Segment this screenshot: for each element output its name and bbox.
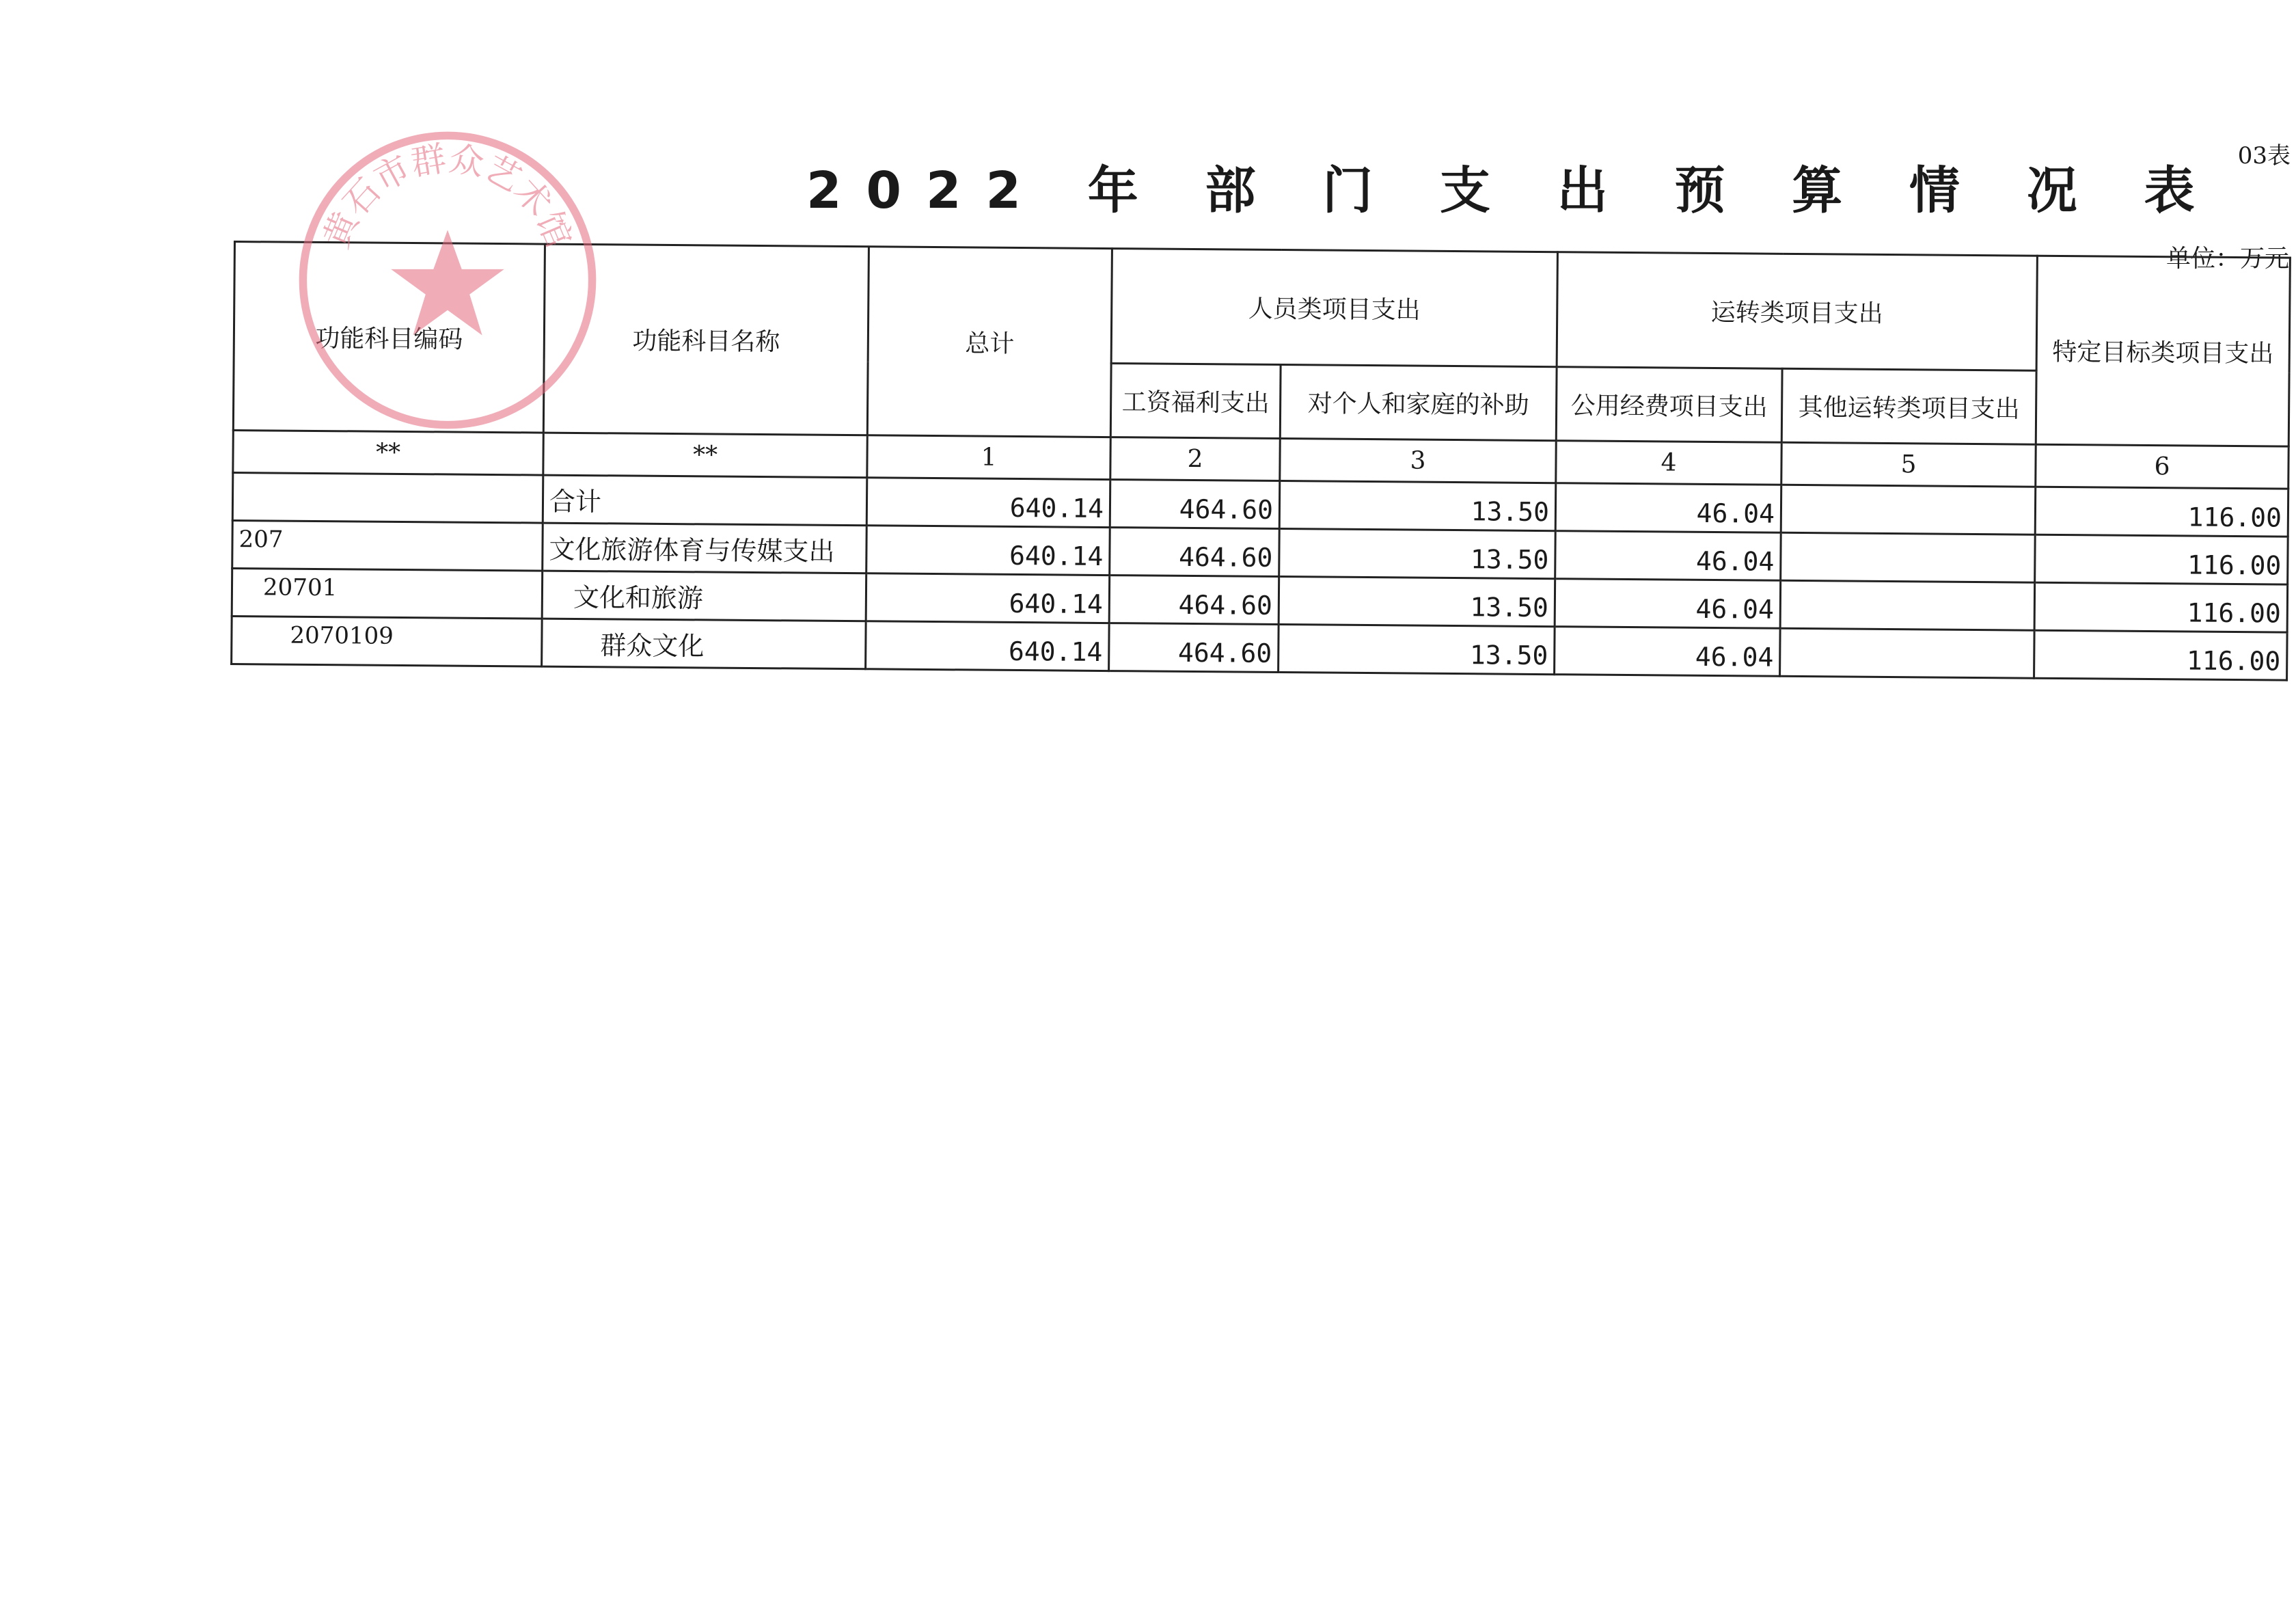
cell-salary: 464.60 [1110,480,1280,529]
cell-subsidy: 13.50 [1279,529,1556,579]
cell-code: 20701 [232,568,543,619]
cell-other [1781,485,2036,534]
cell-special: 116.00 [2034,582,2288,632]
cell-subsidy: 13.50 [1279,625,1555,675]
cell-public: 46.04 [1555,483,1781,533]
index-cell: 4 [1556,441,1781,485]
cell-name: 文化旅游体育与传媒支出 [543,523,867,573]
cell-subsidy: 13.50 [1279,481,1556,531]
cell-total: 640.14 [866,621,1110,671]
cell-public: 46.04 [1555,579,1781,629]
cell-subsidy: 13.50 [1279,577,1555,627]
cell-code: 2070109 [232,616,543,666]
page-title: 2022 年 部 门 支 出 预 算 情 况 表 [806,161,2219,220]
col-header-salary: 工资福利支出 [1110,364,1281,439]
cell-special: 116.00 [2035,487,2288,537]
index-cell: 6 [2036,444,2288,489]
col-header-special: 特定目标类项目支出 [2036,256,2290,446]
cell-name: 文化和旅游 [542,571,866,621]
col-header-personnel: 人员类项目支出 [1111,249,1557,367]
index-cell: 2 [1110,437,1280,481]
unit-label: 单位：万元 [2165,245,2289,273]
index-cell: 1 [867,435,1110,480]
cell-total: 640.14 [866,573,1110,623]
cell-name: 群众文化 [542,619,866,669]
col-header-subsidy: 对个人和家庭的补助 [1280,365,1557,441]
cell-total: 640.14 [866,526,1110,576]
col-header-code: 功能科目编码 [233,242,545,433]
index-cell: ** [233,431,543,476]
official-seal [290,123,605,437]
cell-other [1780,628,2035,678]
form-number: 03表 [2237,142,2291,170]
cell-other [1780,580,2035,630]
cell-salary: 464.60 [1109,623,1279,673]
col-header-total: 总计 [867,247,1112,437]
cell-public: 46.04 [1555,531,1781,581]
index-cell: 5 [1781,442,2036,487]
seal-star-icon [391,230,504,335]
cell-special: 116.00 [2035,534,2288,584]
col-header-public: 公用经费项目支出 [1556,367,1782,443]
cell-salary: 464.60 [1109,576,1279,625]
seal-text-path: 黄石市群众艺术馆 [316,137,579,254]
cell-other [1781,532,2036,582]
cell-salary: 464.60 [1110,528,1280,577]
col-header-name: 功能科目名称 [543,244,869,435]
cell-code: 207 [232,520,543,571]
cell-name: 合计 [543,475,867,526]
col-header-operation: 运转类项目支出 [1557,252,2037,371]
index-cell: 3 [1280,439,1556,483]
cell-total: 640.14 [866,478,1110,528]
cell-code [232,473,543,524]
index-cell: ** [543,433,867,478]
col-header-other: 其他运转类项目支出 [1781,368,2036,444]
cell-public: 46.04 [1555,627,1781,677]
cell-special: 116.00 [2034,630,2288,680]
